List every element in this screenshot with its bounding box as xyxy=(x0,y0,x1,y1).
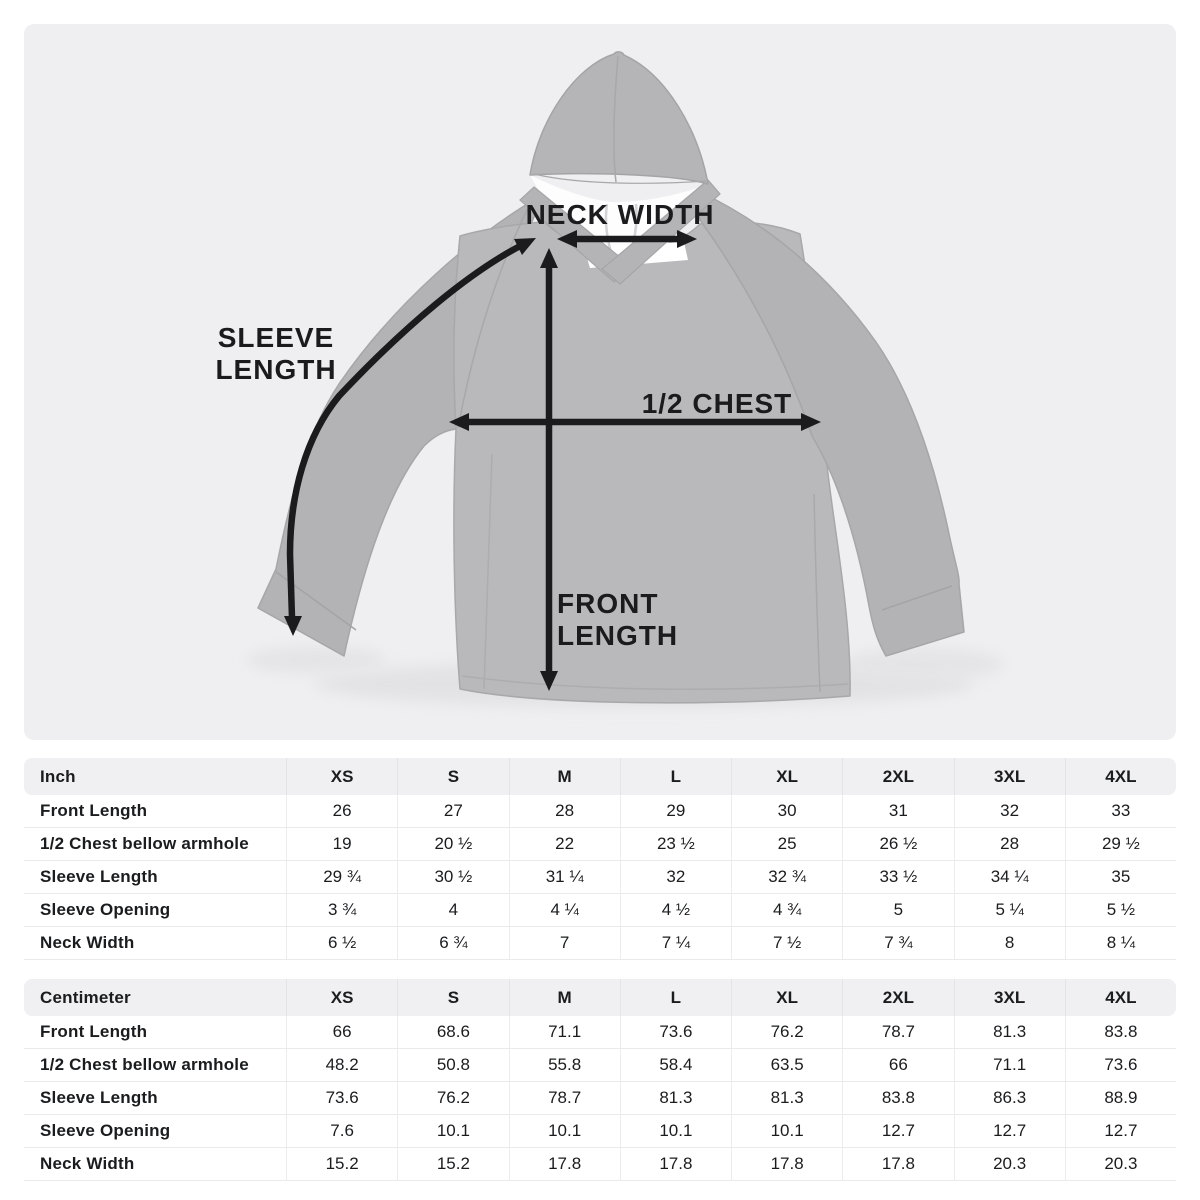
measurement-value: 17.8 xyxy=(620,1148,731,1180)
measurement-label: Front Length xyxy=(40,1022,148,1041)
sleeve-length-label-line2: LENGTH xyxy=(215,354,337,385)
measurement-label: Sleeve Opening xyxy=(40,900,171,919)
measurement-value: 26 xyxy=(286,795,397,827)
table-row xyxy=(24,1082,1176,1115)
size-column-header: XS xyxy=(286,758,397,795)
measurement-value: 66 xyxy=(842,1049,953,1081)
measurement-value: 20.3 xyxy=(1065,1148,1176,1180)
table-header-row xyxy=(24,979,1176,1016)
measurement-value: 4 ¼ xyxy=(509,894,620,926)
size-column-header: L xyxy=(620,758,731,795)
measurement-value: 31 xyxy=(842,795,953,827)
measurement-value: 17.8 xyxy=(842,1148,953,1180)
measurement-value: 32 xyxy=(620,861,731,893)
measurement-value: 83.8 xyxy=(1065,1016,1176,1048)
table-header-row xyxy=(24,758,1176,795)
size-column-header: 2XL xyxy=(842,758,953,795)
measurement-value: 10.1 xyxy=(731,1115,842,1147)
table-row xyxy=(24,1148,1176,1181)
measurement-value: 22 xyxy=(509,828,620,860)
measurement-value: 6 ¾ xyxy=(397,927,508,959)
measurement-value: 32 ¾ xyxy=(731,861,842,893)
measurement-value: 33 ½ xyxy=(842,861,953,893)
size-table-inch xyxy=(24,758,1176,960)
measurement-value: 31 ¼ xyxy=(509,861,620,893)
size-column-header: 3XL xyxy=(954,979,1065,1016)
measurement-value: 50.8 xyxy=(397,1049,508,1081)
size-column-header: 4XL xyxy=(1065,758,1176,795)
measurement-value: 12.7 xyxy=(954,1115,1065,1147)
measurement-value: 73.6 xyxy=(620,1016,731,1048)
measurement-value: 33 xyxy=(1065,795,1176,827)
measurement-value: 29 ¾ xyxy=(286,861,397,893)
measurement-value: 15.2 xyxy=(397,1148,508,1180)
measurement-value: 29 xyxy=(620,795,731,827)
measurement-label: Sleeve Length xyxy=(40,867,158,886)
size-table-centimeter xyxy=(24,979,1176,1181)
measurement-value: 10.1 xyxy=(397,1115,508,1147)
measurement-value: 19 xyxy=(286,828,397,860)
measurement-value: 7.6 xyxy=(286,1115,397,1147)
measurement-value: 7 ¾ xyxy=(842,927,953,959)
half-chest-label: 1/2 CHEST xyxy=(641,388,793,419)
measurement-value: 32 xyxy=(954,795,1065,827)
measurement-value: 83.8 xyxy=(842,1082,953,1114)
front-length-label-line2: LENGTH xyxy=(557,620,679,651)
measurement-value: 5 ½ xyxy=(1065,894,1176,926)
unit-label: Inch xyxy=(40,766,76,786)
hoodie-diagram xyxy=(24,24,1176,740)
measurement-value: 63.5 xyxy=(731,1049,842,1081)
measurement-value: 27 xyxy=(397,795,508,827)
measurement-value: 28 xyxy=(954,828,1065,860)
table-row xyxy=(24,1115,1176,1148)
measurement-value: 20 ½ xyxy=(397,828,508,860)
measurement-value: 76.2 xyxy=(731,1016,842,1048)
measurement-value: 17.8 xyxy=(731,1148,842,1180)
measurement-value: 7 xyxy=(509,927,620,959)
measurement-value: 66 xyxy=(286,1016,397,1048)
measurement-value: 20.3 xyxy=(954,1148,1065,1180)
measurement-value: 35 xyxy=(1065,861,1176,893)
measurement-value: 12.7 xyxy=(842,1115,953,1147)
measurement-value: 5 xyxy=(842,894,953,926)
table-row xyxy=(24,1016,1176,1049)
sleeve-length-label-line1: SLEEVE xyxy=(217,322,335,353)
size-column-header: M xyxy=(509,758,620,795)
measurement-value: 81.3 xyxy=(954,1016,1065,1048)
measurement-value: 12.7 xyxy=(1065,1115,1176,1147)
measurement-value: 78.7 xyxy=(842,1016,953,1048)
measurement-label: 1/2 Chest bellow armhole xyxy=(40,1055,249,1074)
measurement-value: 28 xyxy=(509,795,620,827)
measurement-value: 76.2 xyxy=(397,1082,508,1114)
measurement-value: 10.1 xyxy=(509,1115,620,1147)
measurement-value: 73.6 xyxy=(286,1082,397,1114)
measurement-value: 68.6 xyxy=(397,1016,508,1048)
measurement-label: Front Length xyxy=(40,801,148,820)
table-row xyxy=(24,861,1176,894)
neck-width-label: NECK WIDTH xyxy=(525,199,715,230)
size-column-header: 2XL xyxy=(842,979,953,1016)
measurement-value: 34 ¼ xyxy=(954,861,1065,893)
measurement-label: Sleeve Length xyxy=(40,1088,158,1107)
size-column-header: L xyxy=(620,979,731,1016)
measurement-label: Sleeve Opening xyxy=(40,1121,171,1140)
table-row xyxy=(24,795,1176,828)
measurement-value: 15.2 xyxy=(286,1148,397,1180)
measurement-value: 17.8 xyxy=(509,1148,620,1180)
measurement-value: 81.3 xyxy=(731,1082,842,1114)
measurement-value: 26 ½ xyxy=(842,828,953,860)
hood xyxy=(530,52,708,184)
front-length-label-line1: FRONT xyxy=(557,588,659,619)
measurement-value: 78.7 xyxy=(509,1082,620,1114)
measurement-value: 29 ½ xyxy=(1065,828,1176,860)
measurement-value: 8 ¼ xyxy=(1065,927,1176,959)
hoodie-diagram-panel xyxy=(24,24,1176,740)
measurement-value: 58.4 xyxy=(620,1049,731,1081)
measurement-value: 30 ½ xyxy=(397,861,508,893)
measurement-value: 10.1 xyxy=(620,1115,731,1147)
measurement-value: 48.2 xyxy=(286,1049,397,1081)
size-column-header: S xyxy=(397,979,508,1016)
measurement-value: 4 ½ xyxy=(620,894,731,926)
measurement-value: 71.1 xyxy=(954,1049,1065,1081)
measurement-value: 4 xyxy=(397,894,508,926)
measurement-value: 3 ¾ xyxy=(286,894,397,926)
size-column-header: 3XL xyxy=(954,758,1065,795)
measurement-label: Neck Width xyxy=(40,933,135,952)
measurement-value: 81.3 xyxy=(620,1082,731,1114)
measurement-value: 4 ¾ xyxy=(731,894,842,926)
measurement-value: 23 ½ xyxy=(620,828,731,860)
table-row xyxy=(24,894,1176,927)
size-column-header: XL xyxy=(731,758,842,795)
table-row xyxy=(24,1049,1176,1082)
measurement-value: 30 xyxy=(731,795,842,827)
table-row xyxy=(24,828,1176,861)
unit-label: Centimeter xyxy=(40,987,131,1007)
measurement-label: 1/2 Chest bellow armhole xyxy=(40,834,249,853)
size-column-header: XL xyxy=(731,979,842,1016)
measurement-value: 73.6 xyxy=(1065,1049,1176,1081)
measurement-value: 55.8 xyxy=(509,1049,620,1081)
size-column-header: 4XL xyxy=(1065,979,1176,1016)
size-column-header: S xyxy=(397,758,508,795)
measurement-value: 7 ¼ xyxy=(620,927,731,959)
measurement-value: 5 ¼ xyxy=(954,894,1065,926)
size-column-header: M xyxy=(509,979,620,1016)
measurement-value: 25 xyxy=(731,828,842,860)
measurement-label: Neck Width xyxy=(40,1154,135,1173)
measurement-value: 7 ½ xyxy=(731,927,842,959)
measurement-value: 71.1 xyxy=(509,1016,620,1048)
measurement-value: 8 xyxy=(954,927,1065,959)
table-row xyxy=(24,927,1176,960)
measurement-value: 6 ½ xyxy=(286,927,397,959)
size-column-header: XS xyxy=(286,979,397,1016)
measurement-value: 86.3 xyxy=(954,1082,1065,1114)
measurement-value: 88.9 xyxy=(1065,1082,1176,1114)
